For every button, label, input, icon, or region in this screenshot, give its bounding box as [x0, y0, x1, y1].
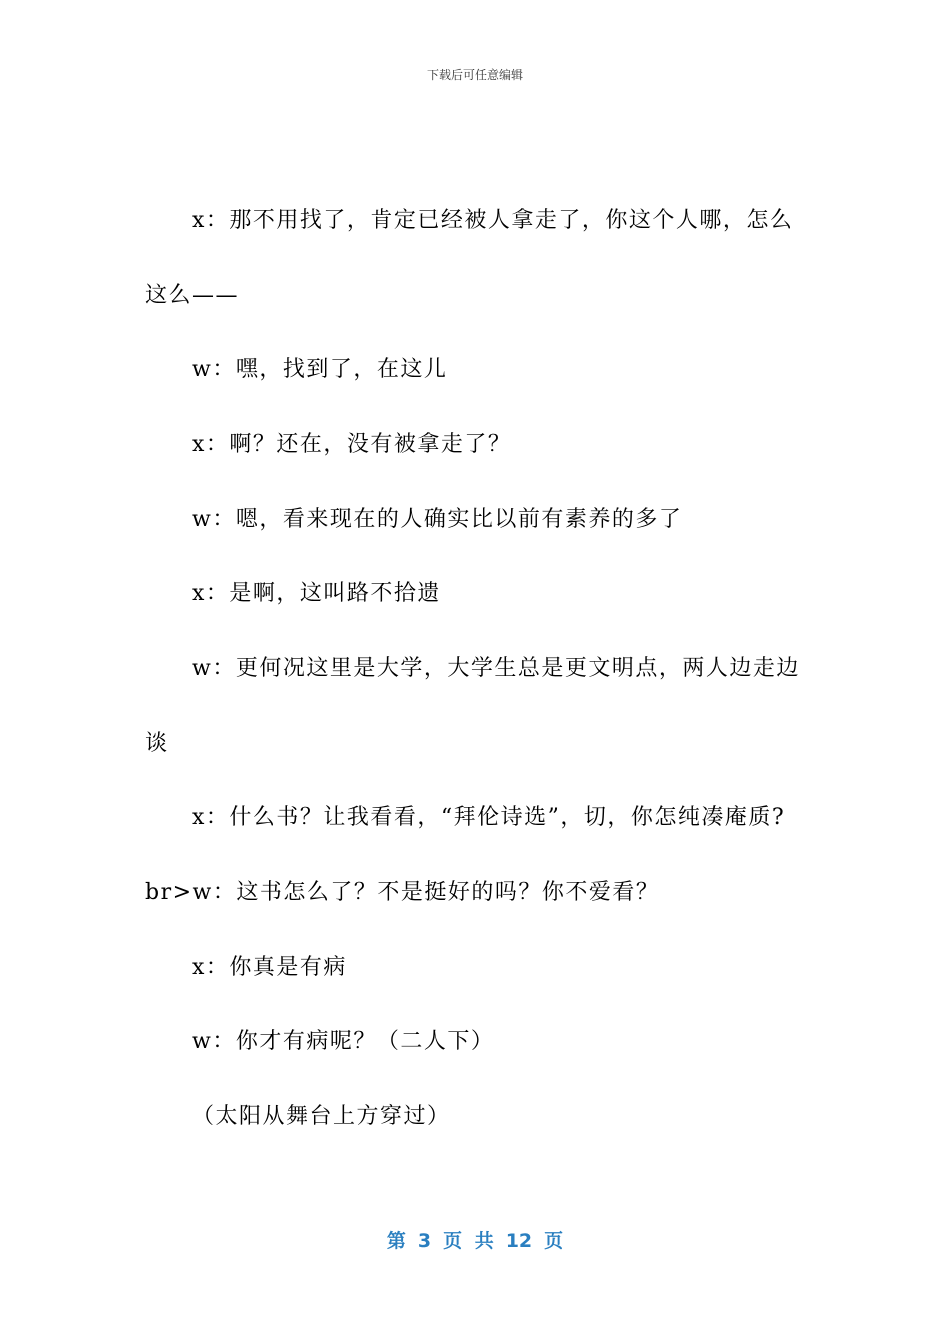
dialogue-line: w：更何况这里是大学，大学生总是更文明点，两人边走边 [192, 656, 800, 681]
current-page-number: 3 [417, 1230, 432, 1252]
dialogue-line: x：什么书？让我看看，“拜伦诗选”，切，你怎纯凑庵质? [192, 805, 786, 830]
footer-mid: 页 共 [443, 1230, 494, 1252]
page-footer [0, 1226, 950, 1253]
dialogue-line-continuation: 这么—— [145, 283, 240, 308]
dialogue-line: w：嘿，找到了，在这儿 [192, 357, 448, 382]
dialogue-line: x：是啊，这叫路不拾遗 [192, 581, 441, 606]
dialogue-line-continuation: 谈 [145, 731, 169, 756]
total-pages-number: 12 [505, 1230, 533, 1252]
dialogue-line: w：嗯，看来现在的人确实比以前有素养的多了 [192, 507, 683, 532]
dialogue-line: w：你才有病呢？（二人下） [192, 1029, 495, 1054]
dialogue-line: x：你真是有病 [192, 955, 347, 980]
dialogue-line: x：那不用找了，肯定已经被人拿走了，你这个人哪，怎么 [192, 208, 794, 233]
dialogue-line: x：啊？还在，没有被拿走了？ [192, 432, 512, 457]
footer-prefix: 第 [386, 1230, 406, 1252]
footer-suffix: 页 [544, 1230, 564, 1252]
dialogue-line: br>w：这书怎么了？不是挺好的吗？你不爱看？ [145, 880, 660, 905]
stage-direction: （太阳从舞台上方穿过） [192, 1104, 451, 1129]
page-header-note: 下载后可任意编辑 [426, 68, 523, 82]
